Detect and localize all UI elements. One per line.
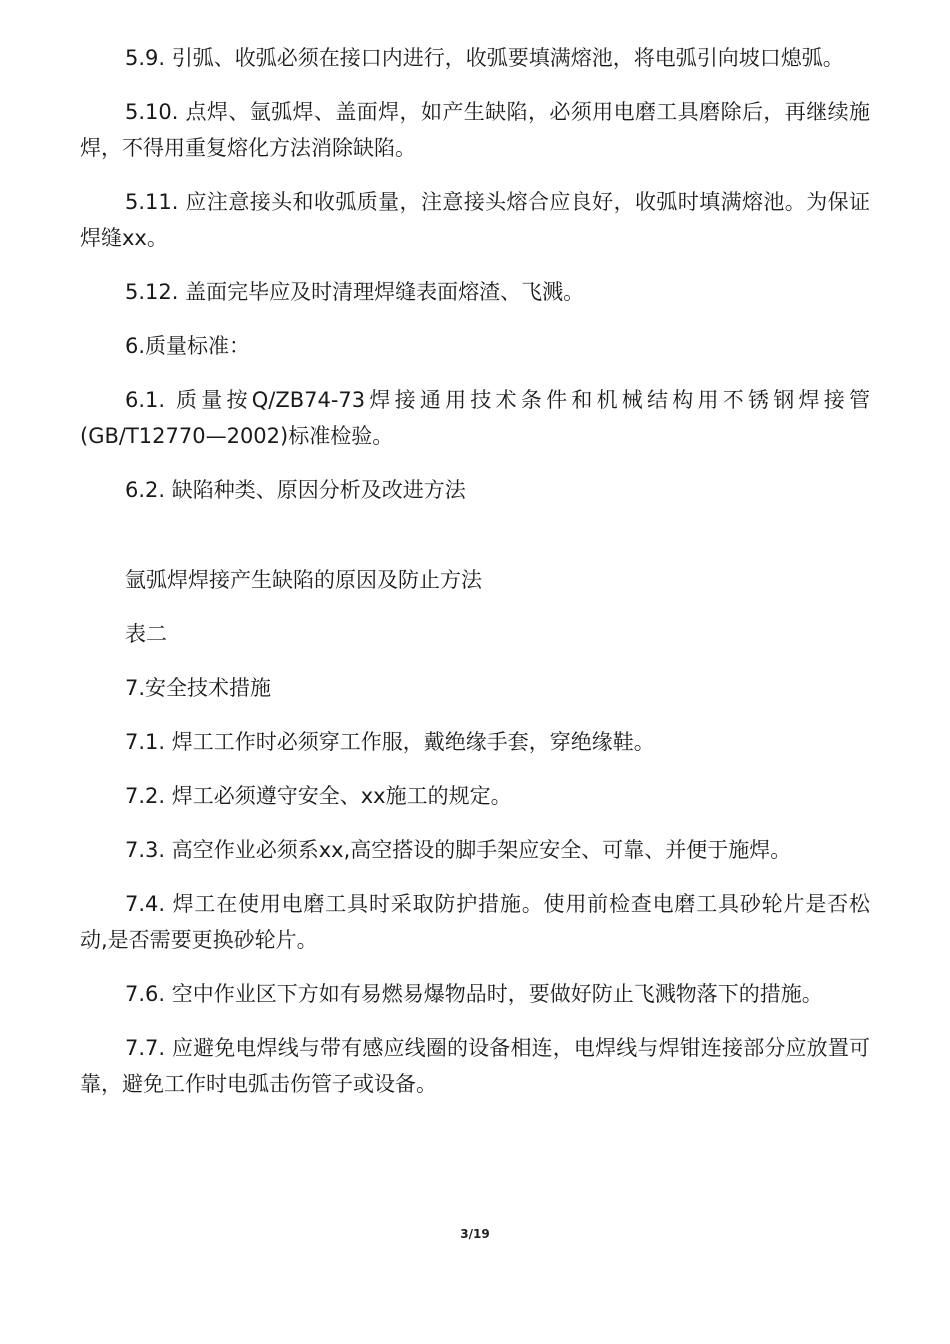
paragraph-5-11: 5.11. 应注意接头和收弧质量，注意接头熔合应良好，收弧时填满熔池。为保证焊缝xx。 [80,190,870,250]
table-caption: 氩弧焊焊接产生缺陷的原因及防止方法 [125,568,482,592]
section-heading-quality: 6.质量标准： [125,334,251,358]
paragraph-5-9: 5.9. 引弧、收弧必须在接口内进行，收弧要填满熔池，将电弧引向坡口熄弧。 [125,46,844,70]
paragraph-7-4: 7.4. 焊工在使用电磨工具时采取防护措施。使用前检查电磨工具砂轮片是否松动,是否需要更换砂轮片。 [80,892,870,952]
paragraph-7-2: 7.2. 焊工必须遵守安全、xx施工的规定。 [125,784,512,808]
paragraph-7-1: 7.1. 焊工工作时必须穿工作服，戴绝缘手套，穿绝缘鞋。 [125,730,655,754]
table-label: 表二 [125,622,167,646]
paragraph-5-10: 5.10. 点焊、氩弧焊、盖面焊，如产生缺陷，必须用电磨工具磨除后，再继续施焊，不得用重复熔化方法消除缺陷。 [80,100,870,160]
section-heading-safety: 7.安全技术措施 [125,676,272,700]
paragraph-6-2: 6.2. 缺陷种类、原因分析及改进方法 [125,478,466,502]
page-number: 3/19 [460,1227,490,1241]
page-content [80,40,870,1120]
paragraph-7-6: 7.6. 空中作业区下方如有易燃易爆物品时，要做好防止飞溅物落下的措施。 [125,982,823,1006]
paragraph-6-1: 6.1. 质量按Q/ZB74-73焊接通用技术条件和机械结构用不锈钢焊接管(GB/T12770—2002)标准检验。 [80,388,870,448]
paragraph-5-12: 5.12. 盖面完毕应及时清理焊缝表面熔渣、飞溅。 [125,280,585,304]
paragraph-7-3: 7.3. 高空作业必须系xx,高空搭设的脚手架应安全、可靠、并便于施焊。 [125,838,792,862]
paragraph-7-7: 7.7. 应避免电焊线与带有感应线圈的设备相连，电焊线与焊钳连接部分应放置可靠，避免工作时电弧击伤管子或设备。 [80,1036,870,1096]
